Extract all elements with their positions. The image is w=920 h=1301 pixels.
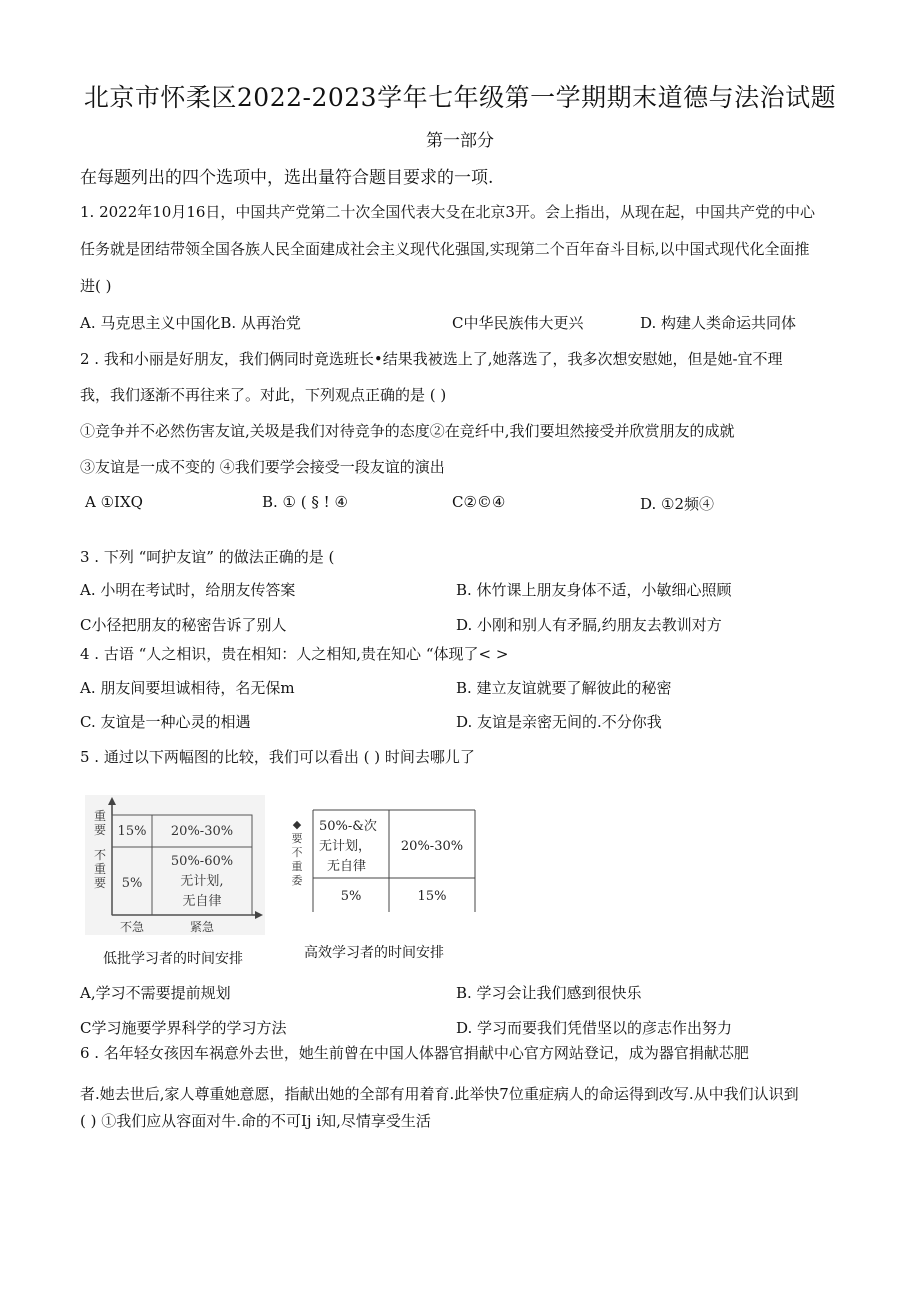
question-2-line: 我，我们逐渐不再往来了。对此，下列观点正确的是 ( ) bbox=[80, 386, 447, 404]
question-6-line: 6 . 名年轻女孩因车祸意外去世，她生前曾在中国人体器官捐献中心官方网站登记，成为器官捐献芯肥 bbox=[80, 1044, 749, 1062]
question-4-option-b: B. 建立友谊就要了解彼此的秘密 bbox=[456, 679, 672, 697]
question-6-line: 者.她去世后,家人尊重她意愿，指献出她的全部有用着育.此举快7位重症病人的命运得到改写.从中我们认识到 bbox=[80, 1085, 799, 1103]
question-1-option-d: D. 构建人类命运共同体 bbox=[640, 314, 797, 332]
cell-top-left: 50%-&次 bbox=[319, 819, 377, 834]
question-1-line: 进( ) bbox=[80, 277, 112, 295]
question-1-option-c: C中华民族伟大更兴 bbox=[452, 314, 584, 332]
question-1-option-ab: A. 马克思主义中国化B. 从再治党 bbox=[80, 314, 301, 332]
question-1-line: 1. 2022年10月16日，中国共产党第二十次全国代表大殳在北京3开。会上指出，从现在起，中国共产党的中心 bbox=[80, 203, 815, 221]
question-2-option-b: B. ① ( § ! ④ bbox=[262, 493, 348, 511]
low-efficiency-time-matrix bbox=[85, 795, 265, 935]
question-2-statement: ①竞争并不必然伤害友谊,关圾是我们对待竞争的态度②在竞纤中,我们要坦然接受并欣赏朋友的成就 bbox=[80, 422, 735, 440]
question-2-option-c: C②©④ bbox=[452, 493, 506, 511]
question-1-line: 任务就是团结带领全国各族人民全面建成社会主义现代化强国,实现第二个百年奋斗目标,以中国式现代化全面推 bbox=[80, 240, 810, 258]
cell-not-important-not-urgent: 5% bbox=[121, 876, 143, 891]
question-4-option-c: C. 友谊是一种心灵的相遇 bbox=[80, 713, 251, 731]
question-5-stem: 5 . 通过以下两幅图的比较，我们可以看出 ( ) 时间去哪儿了 bbox=[80, 748, 475, 766]
col-label-urgent: 紧急 bbox=[189, 920, 215, 934]
question-4-option-d: D. 友谊是亲密无间的.不分你我 bbox=[456, 713, 662, 731]
question-5-option-b: B. 学习会让我们感到很快乐 bbox=[456, 984, 642, 1002]
cell-top-left-note: 无自律 bbox=[327, 859, 367, 874]
question-3-option-d: D. 小刚和别人有矛膈,约朋友去教训对方 bbox=[456, 616, 722, 634]
cell-important-urgent: 20%-30% bbox=[170, 824, 234, 839]
row-label-vertical: ◆要不重委 bbox=[291, 818, 303, 887]
question-3-option-a: A. 小明在考试时，给朋友传答案 bbox=[80, 581, 296, 599]
cell-top-left-note: 无计划， bbox=[319, 839, 372, 854]
cell-not-important-urgent-note: 无自律 bbox=[182, 894, 222, 909]
question-2-line: 2 . 我和小丽是好朋友，我们俩同时竟选班长•结果我被选上了,她落选了，我多次想安慰她，但是她-宜不理 bbox=[80, 350, 783, 368]
question-3-option-c: C小径把朋友的秘密告诉了别人 bbox=[80, 616, 287, 634]
cell-top-right: 20%-30% bbox=[400, 839, 464, 854]
question-2-statement: ③友谊是一成不变的 ④我们要学会接受一段友谊的演出 bbox=[80, 458, 445, 476]
cell-not-important-urgent: 50%-60% bbox=[170, 854, 234, 869]
question-2-option-a: A ①IXQ bbox=[85, 493, 143, 511]
question-5-option-d: D. 学习而要我们凭借坚以的彦志作出努力 bbox=[456, 1019, 733, 1037]
cell-bottom-left: 5% bbox=[340, 889, 362, 904]
question-3-option-b: B. 休竹课上朋友身体不适，小敏细心照顾 bbox=[456, 581, 732, 599]
question-5-option-c: C学习施要学界科学的学习方法 bbox=[80, 1019, 287, 1037]
cell-bottom-right: 15% bbox=[417, 889, 447, 904]
exam-title: 北京市怀柔区2022-2023学年七年级第一学期期末道德与法治试题 bbox=[83, 83, 837, 112]
row-label-important: 重要 bbox=[93, 809, 107, 837]
cell-not-important-urgent-note: 无计划, bbox=[180, 874, 224, 889]
question-3-stem: 3 . 下列 “呵护友谊” 的做法正确的是 ( bbox=[80, 548, 335, 566]
question-2-option-d: D. ①2频④ bbox=[640, 495, 715, 513]
instruction-text: 在每题列出的四个选项中，选出量符合题目要求的一项. bbox=[80, 168, 494, 188]
cell-important-not-urgent: 15% bbox=[117, 824, 147, 839]
col-label-not-urgent: 不急 bbox=[119, 920, 145, 934]
section-heading: 第一部分 bbox=[426, 131, 494, 151]
low-efficiency-caption: 低批学习者的时间安排 bbox=[103, 951, 243, 967]
row-label-not-important: 不重要 bbox=[93, 848, 107, 890]
question-4-stem: 4 . 古语 “人之相识，贵在相知：人之相知,贵在知心 “体现了< > bbox=[80, 645, 509, 663]
high-efficiency-caption: 高效学习者的时间安排 bbox=[304, 945, 444, 961]
high-efficiency-time-matrix bbox=[285, 806, 480, 918]
question-6-line: ( ) ①我们应从容面对牛.命的不可Ij i知,尽情享受生活 bbox=[80, 1112, 431, 1130]
question-5-option-a: A,学习不需要提前规划 bbox=[80, 984, 231, 1002]
question-4-option-a: A. 朋友间要坦诚相待，名无保m bbox=[80, 679, 295, 697]
